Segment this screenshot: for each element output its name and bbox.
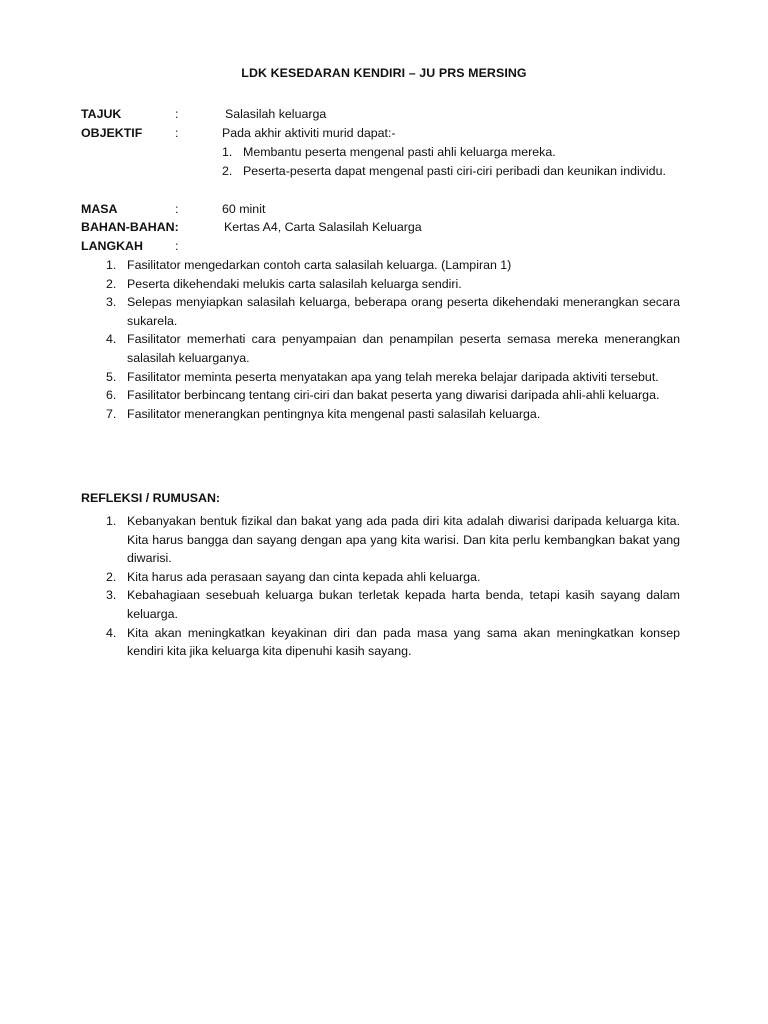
item-text: Peserta-peserta dapat mengenal pasti ciri-ciri peribadi dan keunikan individu. — [243, 163, 666, 178]
item-number: 3. — [106, 588, 117, 603]
item-text: Fasilitator berbincang tentang ciri-ciri dan bakat peserta yang diwarisi daripada ahli-ahli keluarga. — [127, 388, 660, 403]
list-item — [106, 256, 680, 275]
list-item — [106, 405, 680, 424]
item-text: Selepas menyiapkan salasilah keluarga, beberapa orang peserta dikehendaki menerangkan secara sukarela. — [127, 295, 680, 328]
item-text: Peserta dikehendaki melukis carta salasilah keluarga sendiri. — [127, 276, 462, 291]
field-colon: : — [175, 239, 179, 253]
list-item — [106, 330, 680, 367]
objectives-list — [222, 143, 682, 180]
list-item — [106, 568, 680, 587]
list-item — [106, 586, 680, 623]
list-item — [222, 162, 682, 181]
item-text: Kebahagiaan sesebuah keluarga bukan terletak kepada harta benda, tetapi kasih sayang dalam keluarga. — [127, 588, 680, 621]
item-number: 1. — [106, 514, 117, 528]
steps-list — [106, 256, 680, 423]
field-colon: : — [175, 107, 179, 121]
field-colon: : — [175, 126, 179, 140]
list-item — [106, 368, 680, 387]
item-text: Fasilitator meminta peserta menyatakan apa yang telah mereka belajar daripada aktiviti tersebut. — [127, 369, 659, 384]
list-item — [222, 143, 682, 162]
item-text: Fasilitator mengedarkan contoh carta salasilah keluarga. (Lampiran 1) — [127, 258, 512, 272]
item-text: Kebanyakan bentuk fizikal dan bakat yang ada pada diri kita adalah diwarisi daripada keluarga kita. Kita harus bangga dan sayang dengan apa yang kita warisi. Dan kita perlu kembangkan bakat yang diwarisi. — [127, 514, 680, 566]
item-text: Fasilitator menerangkan pentingnya kita mengenal pasti salasilah keluarga. — [127, 406, 541, 421]
field-value: Pada akhir aktiviti murid dapat:- — [222, 126, 396, 140]
field-label: TAJUK — [81, 107, 122, 121]
item-number: 4. — [106, 625, 117, 640]
item-text: Kita akan meningkatkan keyakinan diri dan pada masa yang sama akan meningkatkan konsep kendiri kita jika keluarga kita dipenuhi kasih sayang. — [127, 625, 680, 659]
field-value: 60 minit — [222, 202, 266, 216]
list-item — [106, 386, 680, 405]
field-value: Kertas A4, Carta Salasilah Keluarga — [224, 220, 422, 234]
field-label: BAHAN-BAHAN: — [81, 220, 179, 234]
item-number: 5. — [106, 369, 117, 384]
field-value: Salasilah keluarga — [225, 107, 327, 121]
item-number: 2. — [106, 569, 117, 584]
item-number: 7. — [106, 406, 117, 421]
field-label: OBJEKTIF — [81, 126, 143, 140]
item-text: Fasilitator memerhati cara penyampaian dan penampilan peserta semasa mereka menerangkan salasilah keluarganya. — [127, 332, 680, 365]
list-item — [106, 512, 680, 568]
item-text: Kita harus ada perasaan sayang dan cinta kepada ahli keluarga. — [127, 569, 481, 584]
reflection-heading: REFLEKSI / RUMUSAN: — [81, 491, 221, 505]
reflections-list — [106, 512, 680, 661]
document-title: LDK KESEDARAN KENDIRI – JU PRS MERSING — [241, 66, 527, 80]
item-number: 2. — [106, 276, 117, 291]
item-number: 1. — [106, 258, 117, 272]
item-text: Membantu peserta mengenal pasti ahli keluarga mereka. — [243, 145, 556, 159]
list-item — [106, 293, 680, 330]
item-number: 4. — [106, 332, 117, 347]
field-colon: : — [175, 202, 179, 216]
item-number: 6. — [106, 388, 117, 403]
list-item — [106, 275, 680, 294]
item-number: 3. — [106, 295, 117, 310]
field-label: MASA — [81, 202, 118, 216]
field-label: LANGKAH — [81, 239, 143, 253]
item-number: 1. — [222, 145, 233, 159]
list-item — [106, 624, 680, 661]
item-number: 2. — [222, 163, 233, 178]
